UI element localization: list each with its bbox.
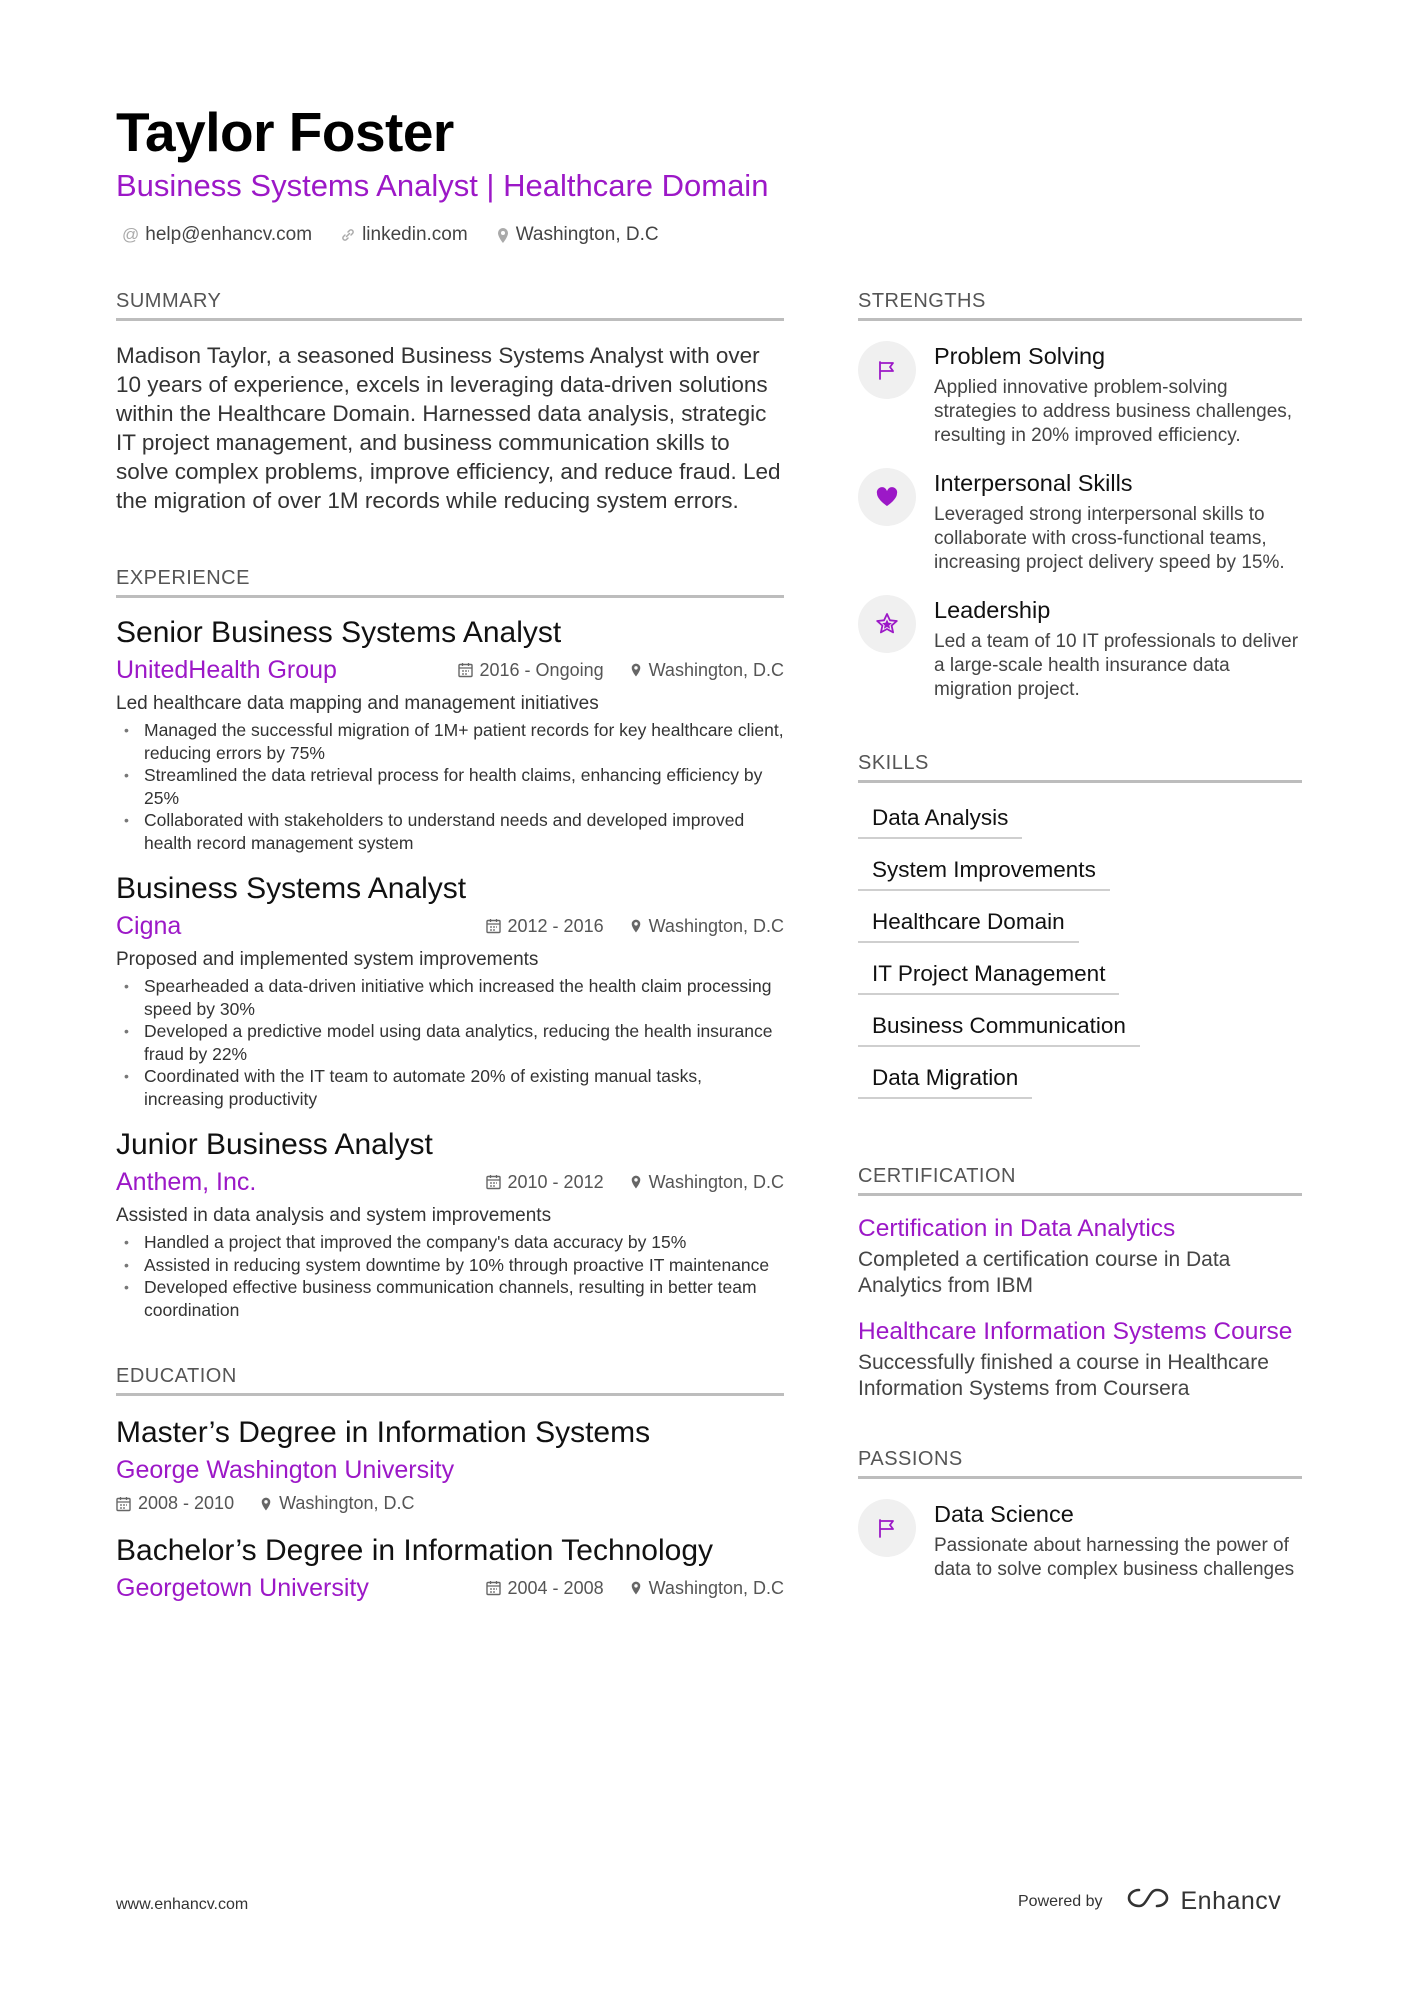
school-name: Georgetown University (116, 1574, 369, 1602)
strength-description: Leveraged strong interpersonal skills to collaborate with cross-functional teams, increasing project delivery speed by 15%. (934, 504, 1285, 573)
job-bullets (116, 1231, 784, 1321)
flag-icon (858, 341, 916, 399)
job-meta-row (116, 656, 784, 685)
skills-section (858, 752, 1302, 1099)
education-location (260, 1493, 414, 1514)
job-bullets (116, 719, 784, 854)
strength-title: Interpersonal Skills (934, 470, 1133, 496)
company-name: Anthem, Inc. (116, 1168, 257, 1196)
summary-heading: SUMMARY (116, 290, 784, 321)
job-title: Senior Business Systems Analyst (116, 616, 562, 649)
job-description: Led healthcare data mapping and management initiatives (116, 693, 599, 714)
education-dates-text: 2008 - 2010 (138, 1493, 235, 1513)
contact-location (496, 224, 659, 246)
summary-section (116, 290, 784, 515)
skill-tag: Data Analysis (858, 801, 1022, 839)
strengths-heading: STRENGTHS (858, 290, 1302, 321)
passions-heading: PASSIONS (858, 1448, 1302, 1479)
company-name: UnitedHealth Group (116, 656, 337, 684)
job-dates-text: 2010 - 2012 (507, 1171, 604, 1192)
degree-title: Master’s Degree in Information Systems (116, 1416, 651, 1449)
job-title: Business Systems Analyst (116, 872, 467, 905)
calendar-icon (458, 662, 473, 678)
certification-heading: CERTIFICATION (858, 1165, 1302, 1196)
job-location (630, 660, 784, 681)
job-bullets (116, 975, 784, 1110)
job-meta (486, 1172, 784, 1193)
contact-bar (122, 224, 659, 246)
job-dates-text: 2016 - Ongoing (479, 659, 604, 680)
degree-title: Bachelor’s Degree in Information Technology (116, 1534, 714, 1567)
strength-title: Leadership (934, 597, 1051, 623)
education-dates (486, 1578, 604, 1599)
strength-item (858, 597, 1302, 702)
location-pin-icon (260, 1496, 272, 1512)
calendar-icon (116, 1496, 131, 1512)
certification-description: Successfully finished a course in Healthcare Information Systems from Coursera (858, 1351, 1269, 1400)
location-pin-icon (630, 1174, 642, 1190)
strength-item (858, 470, 1302, 575)
skill-tag: Business Communication (858, 1009, 1140, 1047)
location-pin-icon (496, 227, 510, 244)
footer-website[interactable]: www.enhancv.com (116, 1896, 249, 1913)
bullet-item: • Developed a predictive model using data analytics, reducing the health insurance fraud by 22% (116, 1020, 784, 1065)
job-meta-row (116, 912, 784, 941)
education-dates-text: 2004 - 2008 (507, 1577, 604, 1598)
education-location (630, 1578, 784, 1599)
company-name: Cigna (116, 912, 182, 940)
experience-heading: EXPERIENCE (116, 567, 784, 598)
candidate-name: Taylor Foster (116, 101, 454, 163)
strength-title: Problem Solving (934, 343, 1106, 369)
link-icon (340, 227, 356, 243)
education-section (116, 1365, 784, 1603)
calendar-icon (486, 1580, 501, 1596)
calendar-icon (486, 1174, 501, 1190)
brand-logo[interactable] (1125, 1886, 1282, 1917)
job-meta-row (116, 1168, 784, 1197)
right-column (858, 290, 1302, 1582)
job-location-text: Washington, D.C (648, 915, 784, 936)
experience-section (116, 567, 784, 1321)
job-meta (486, 916, 784, 937)
strengths-section (858, 290, 1302, 702)
calendar-icon (486, 918, 501, 934)
job-location (630, 916, 784, 937)
left-column (116, 290, 784, 1603)
strength-item (858, 343, 1302, 448)
location-text: Washington, D.C (515, 224, 659, 245)
flag-icon (858, 1499, 916, 1557)
footer-branding (1018, 1886, 1281, 1917)
bullet-item: • Assisted in reducing system downtime by 10% through proactive IT maintenance (116, 1254, 784, 1277)
passion-description: Passionate about harnessing the power of data to solve complex business challenges (934, 1535, 1295, 1580)
bullet-item: • Collaborated with stakeholders to understand needs and developed improved health record management system (116, 809, 784, 854)
location-pin-icon (630, 1580, 642, 1596)
education-location-text: Washington, D.C (648, 1577, 784, 1598)
education-meta (486, 1578, 784, 1599)
certification-description: Completed a certification course in Data Analytics from IBM (858, 1248, 1231, 1297)
linkedin-text: linkedin.com (362, 224, 468, 245)
job-title: Junior Business Analyst (116, 1128, 433, 1161)
bullet-item: • Streamlined the data retrieval process for health claims, enhancing efficiency by 25% (116, 764, 784, 809)
job-description: Assisted in data analysis and system improvements (116, 1205, 552, 1226)
job-entry (116, 872, 784, 1110)
job-location-text: Washington, D.C (648, 659, 784, 680)
education-entry (116, 1416, 784, 1514)
email-text: help@enhancv.com (145, 224, 313, 245)
job-entry (116, 616, 784, 854)
passion-item (858, 1501, 1302, 1582)
contact-linkedin[interactable] (340, 224, 468, 246)
job-description: Proposed and implemented system improvements (116, 949, 539, 970)
job-location (630, 1172, 784, 1193)
skill-tag: Healthcare Domain (858, 905, 1079, 943)
education-dates (116, 1493, 234, 1514)
skill-tag: System Improvements (858, 853, 1110, 891)
bullet-item: • Managed the successful migration of 1M+ patient records for key healthcare client, reducing errors by 75% (116, 719, 784, 764)
bullet-item: • Developed effective business communication channels, resulting in better team coordination (116, 1276, 784, 1321)
bullet-item: • Spearheaded a data-driven initiative which increased the health claim processing speed by 30% (116, 975, 784, 1020)
passions-section (858, 1448, 1302, 1582)
job-location-text: Washington, D.C (648, 1171, 784, 1192)
star-icon (858, 595, 916, 653)
strength-description: Applied innovative problem-solving strategies to address business challenges, resulting in 20% improved efficiency. (934, 377, 1293, 446)
education-meta (116, 1493, 784, 1514)
school-name: George Washington University (116, 1456, 455, 1484)
job-dates (486, 916, 604, 937)
certification-item (858, 1214, 1302, 1299)
heart-icon (858, 468, 916, 526)
skill-tag: IT Project Management (858, 957, 1119, 995)
brand-name: Enhancv (1180, 1887, 1282, 1915)
passion-title: Data Science (934, 1501, 1074, 1527)
job-entry (116, 1128, 784, 1321)
skills-list (858, 801, 1302, 1099)
education-entry (116, 1534, 784, 1603)
powered-by-text: Powered by (1018, 1892, 1103, 1910)
bullet-item: • Handled a project that improved the company's data accuracy by 15% (116, 1231, 784, 1254)
certification-section (858, 1165, 1302, 1402)
certification-item (858, 1317, 1302, 1402)
strength-description: Led a team of 10 IT professionals to deliver a large-scale health insurance data migration project. (934, 631, 1299, 700)
certification-title: Certification in Data Analytics (858, 1215, 1176, 1242)
location-pin-icon (630, 918, 642, 934)
skill-tag: Data Migration (858, 1061, 1032, 1099)
bullet-item: • Coordinated with the IT team to automate 20% of existing manual tasks, increasing productivity (116, 1065, 784, 1110)
education-location-text: Washington, D.C (279, 1493, 415, 1513)
infinity-logo-icon (1125, 1886, 1171, 1917)
job-dates-text: 2012 - 2016 (507, 915, 604, 936)
contact-email[interactable] (122, 224, 312, 246)
location-pin-icon (630, 662, 642, 678)
at-icon: @ (122, 225, 140, 244)
job-dates (458, 660, 604, 681)
education-row (116, 1574, 784, 1603)
job-dates (486, 1172, 604, 1193)
certification-title: Healthcare Information Systems Course (858, 1318, 1293, 1345)
skills-heading: SKILLS (858, 752, 1302, 783)
summary-text: Madison Taylor, a seasoned Business Systems Analyst with over 10 years of experience, excels in leveraging data-driven solutions within the Healthcare Domain. Harnessed data analysis, strategic IT project management, and business communication skills to solve complex problems, improve efficiency, and reduce fraud. Led the migration of over 1M records while reducing system errors. (116, 343, 781, 513)
education-heading: EDUCATION (116, 1365, 784, 1396)
candidate-title: Business Systems Analyst | Healthcare Domain (116, 168, 769, 203)
job-meta (458, 660, 784, 681)
